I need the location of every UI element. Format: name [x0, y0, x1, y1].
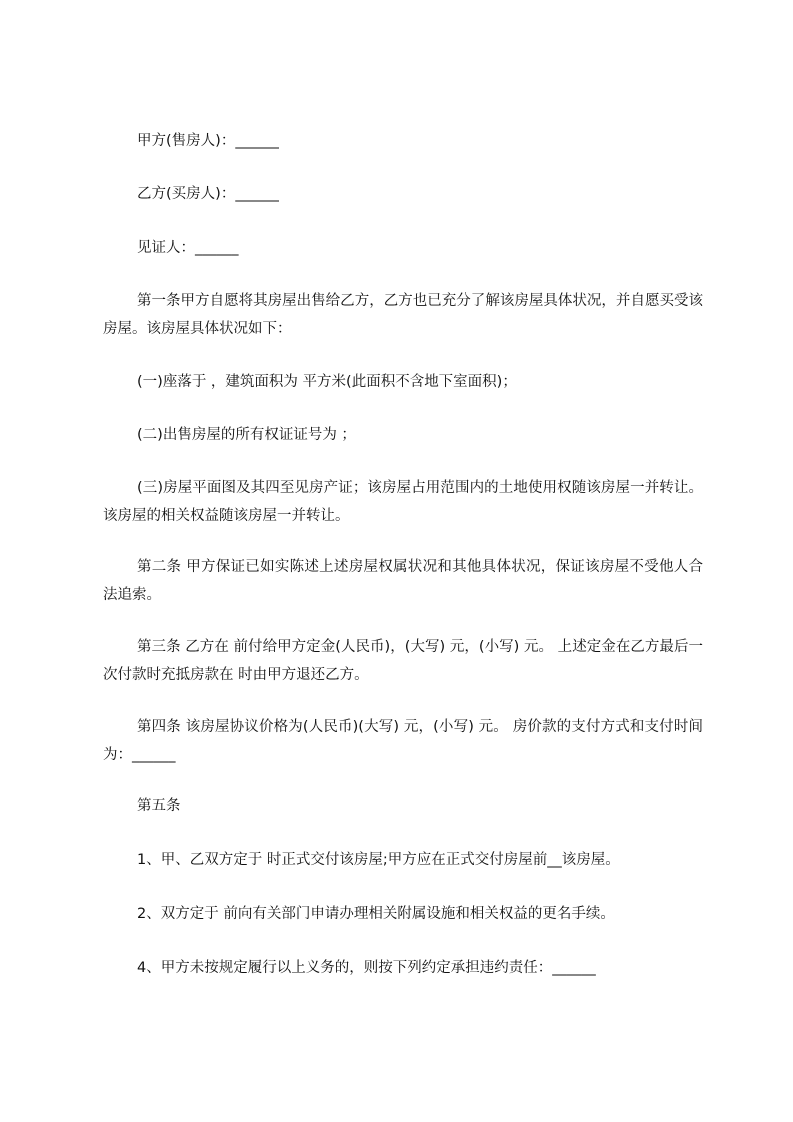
article-1-item-2: (二)出售房屋的所有权证证号为 ；	[137, 427, 356, 443]
article-1-item-1: (一)座落于 ，建筑面积为 平方米(此面积不含地下室面积)；	[137, 374, 517, 390]
article-3: 第三条 乙方在 前付给甲方定金(人民币)，(大写) 元，(小写) 元。 上述定金在乙方最后一次付款时充抵房款在 时由甲方退还乙方。	[103, 639, 703, 683]
article-5-clause-1: 1、甲、乙双方定于 时正式交付该房屋;甲方应在正式交付房屋前__该房屋。	[137, 852, 620, 868]
party-b-line: 乙方(买房人)：______	[137, 186, 279, 202]
witness-line: 见证人：______	[137, 240, 239, 256]
article-5-clause-2: 2、双方定于 前向有关部门申请办理相关附属设施和相关权益的更名手续。	[137, 906, 615, 922]
article-4: 第四条 该房屋协议价格为(人民币)(大写) 元，(小写) 元。 房价款的支付方式和支付时间为：______	[103, 719, 703, 763]
article-1: 第一条甲方自愿将其房屋出售给乙方，乙方也已充分了解该房屋具体状况，并自愿买受该房屋。该房屋具体状况如下：	[103, 293, 703, 337]
article-5-clause-4: 4、甲方未按规定履行以上义务的，则按下列约定承担违约责任：______	[137, 960, 596, 976]
article-1-item-3: (三)房屋平面图及其四至见房产证；该房屋占用范围内的土地使用权随该房屋一并转让。 该房屋的相关权益随该房屋一并转让。	[103, 480, 708, 524]
party-a-line: 甲方(售房人)：______	[137, 133, 279, 149]
article-2: 第二条 甲方保证已如实陈述上述房屋权属状况和其他具体状况，保证该房屋不受他人合法追索。	[103, 559, 703, 603]
article-5-heading: 第五条	[137, 798, 181, 814]
